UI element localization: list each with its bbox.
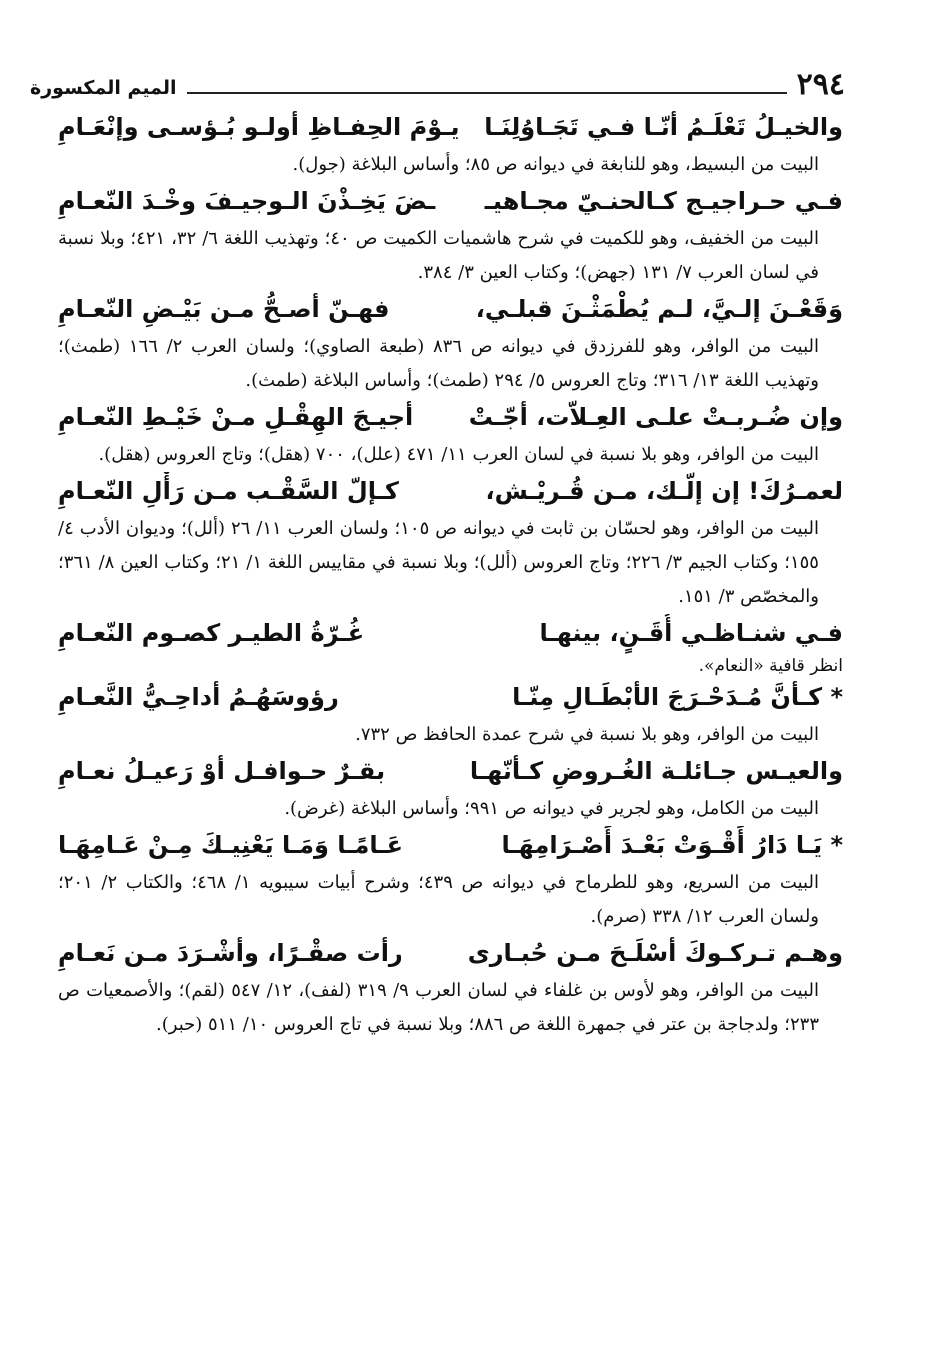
verse-entry [58,826,843,934]
second-hemistich: غُـرّةُ الطيـر كصـوم النّعـامِ [58,619,365,647]
verse-line [58,398,843,438]
verse-line [58,290,843,330]
verse-entry [58,290,843,398]
first-hemistich: والعيـس جـائلـة الغُـروضِ كـأنّهـا [469,757,843,785]
verse-entry [58,614,843,678]
verse-note: البيت من السريع، وهو للطرماح في ديوانه ص ٤٣٩؛ وشرح أبيات سيبويه ١/ ٤٦٨؛ والكتاب ٢/ ٢٠١؛ ولسان العرب ١٢/ ٣٣٨ (صرم). [58,872,819,927]
second-hemistich: كـإلّ السَّقْـب مـن رَأْلِ النّعـامِ [58,477,399,505]
first-hemistich: والخيـلُ تَعْلَـمُ أنّـا فـي تَجَـاوُلِنَـا [484,113,843,141]
second-hemistich: بقـرٌ حـوافـل أوْ رَعيـلُ نعـامِ [58,757,386,785]
page-header [30,60,845,100]
verse-entry [58,472,843,614]
verse-note: البيت من البسيط، وهو للنابغة في ديوانه ص ٨٥؛ وأساس البلاغة (جول). [292,154,819,175]
second-hemistich: رؤوسَهُـمُ أداحِـيُّ النَّعـامِ [58,683,339,711]
cross-reference-note: انظر قافية «النعام». [698,656,843,676]
verse-note: البيت من الوافر، وهو لحسّان بن ثابت في ديوانه ص ١٠٥؛ ولسان العرب ١١/ ٢٦ (ألل)؛ وديوان الأدب ٤/ ١٥٥؛ وكتاب الجيم ٣/ ٢٢٦؛ وتاج العروس (ألل)؛ وبلا نسبة في مقاييس اللغة ١/ ٢١؛ وكتاب العين ٨/ ٣٦١؛ والمخصّص ٣/ ١٥١. [58,518,819,607]
verse-note: البيت من الكامل، وهو لجرير في ديوانه ص ٩٩١؛ وأساس البلاغة (غرض). [284,798,819,819]
first-hemistich: * يَـا دَارُ أَقْـوَتْ بَعْـدَ أَصْـرَامِهَـا [501,831,843,859]
first-hemistich: فـي شنـاظـي أُقَـنٍ، بينهـا [539,619,843,647]
second-hemistich: عَـامًـا وَمَـا يَعْنِيـكَ مِـنْ عَـامِهَـا [58,831,403,859]
first-hemistich: * كـأنَّ مُـدَحْـرَجَ الأبْطَـالِ مِنّـا [512,683,843,711]
verse-note: البيت من الوافر، وهو بلا نسبة في لسان العرب ١١/ ٤٧١ (علل)، ٧٠٠ (هقل)؛ وتاج العروس (هقل). [98,444,819,465]
second-hemistich: فهـنّ أصـحُّ مـن بَيْـضِ النّعـامِ [58,295,390,323]
second-hemistich: ـضَ يَخِـذْنَ الـوجيـفَ وخْـدَ النّعـامِ [58,187,436,215]
verse-entry [58,752,843,826]
first-hemistich: لعمـرُكَ! إن إلّـك، مـن قُـريْـش، [485,477,843,505]
verse-line [58,614,843,654]
verse-entry [58,398,843,472]
first-hemistich: وهـم تـركـوكَ أسْلَـحَ مـن حُبـارى [467,939,843,967]
verse-entry [58,182,843,290]
second-hemistich: رأت صقْـرًا، وأشْـرَدَ مـن نَعـامِ [58,939,403,967]
verse-note: البيت من الخفيف، وهو للكميت في شرح هاشميات الكميت ص ٤٠؛ وتهذيب اللغة ٦/ ٣٢، ٤٢١؛ وبلا نسبة في لسان العرب ٧/ ١٣١ (جهض)؛ وكتاب العين ٣/ ٣٨٤. [58,228,820,283]
page-number: ٢٩٤ [796,67,845,102]
first-hemistich: فـي حـراجيـج كـالحنـيّ مجـاهيـ [484,187,843,215]
first-hemistich: وإن ضُـربـتْ علـى العِـلاّت، أجّـتْ [468,403,843,431]
verse-entry [58,108,843,182]
verse-entry [58,934,843,1042]
second-hemistich: أجيـجَ الهِقْـلِ مـنْ خَيْـطِ النّعـامِ [58,403,414,431]
verse-line [58,826,843,866]
verse-line [58,678,843,718]
page-title: الميم المكسورة [30,77,177,99]
verse-line [58,108,843,148]
verse-line [58,472,843,512]
header-rule [187,92,787,94]
page-body [58,108,843,1042]
verse-note: البيت من الوافر، وهو للفرزدق في ديوانه ص ٨٣٦ (طبعة الصاوي)؛ ولسان العرب ٢/ ١٦٦ (طمث)؛ وتهذيب اللغة ١٣/ ٣١٦؛ وتاج العروس ٥/ ٢٩٤ (طمث)؛ وأساس البلاغة (طمث). [58,336,820,391]
verse-line [58,934,843,974]
first-hemistich: وَقَعْـنَ إلـيَّ، لـم يُطْمَثْـنَ قبلـي، [475,295,843,323]
verse-line [58,752,843,792]
verse-note: البيت من الوافر، وهو بلا نسبة في شرح عمدة الحافظ ص ٧٣٢. [355,724,819,745]
verse-entry [58,678,843,752]
verse-note: البيت من الوافر، وهو لأوس بن غلفاء في لسان العرب ٩/ ٣١٩ (لفف)، ١٢/ ٥٤٧ (لقم)؛ والأصمعيات ص ٢٣٣؛ ولدجاجة بن عتر في جمهرة اللغة ص ٨٨٦؛ وبلا نسبة في تاج العروس ١٠/ ٥١١ (حبر). [58,980,819,1035]
second-hemistich: يـوْمَ الحِفـاظِ أولـو بُـؤسـى وإنْعَـامِ [58,113,460,141]
verse-line [58,182,843,222]
